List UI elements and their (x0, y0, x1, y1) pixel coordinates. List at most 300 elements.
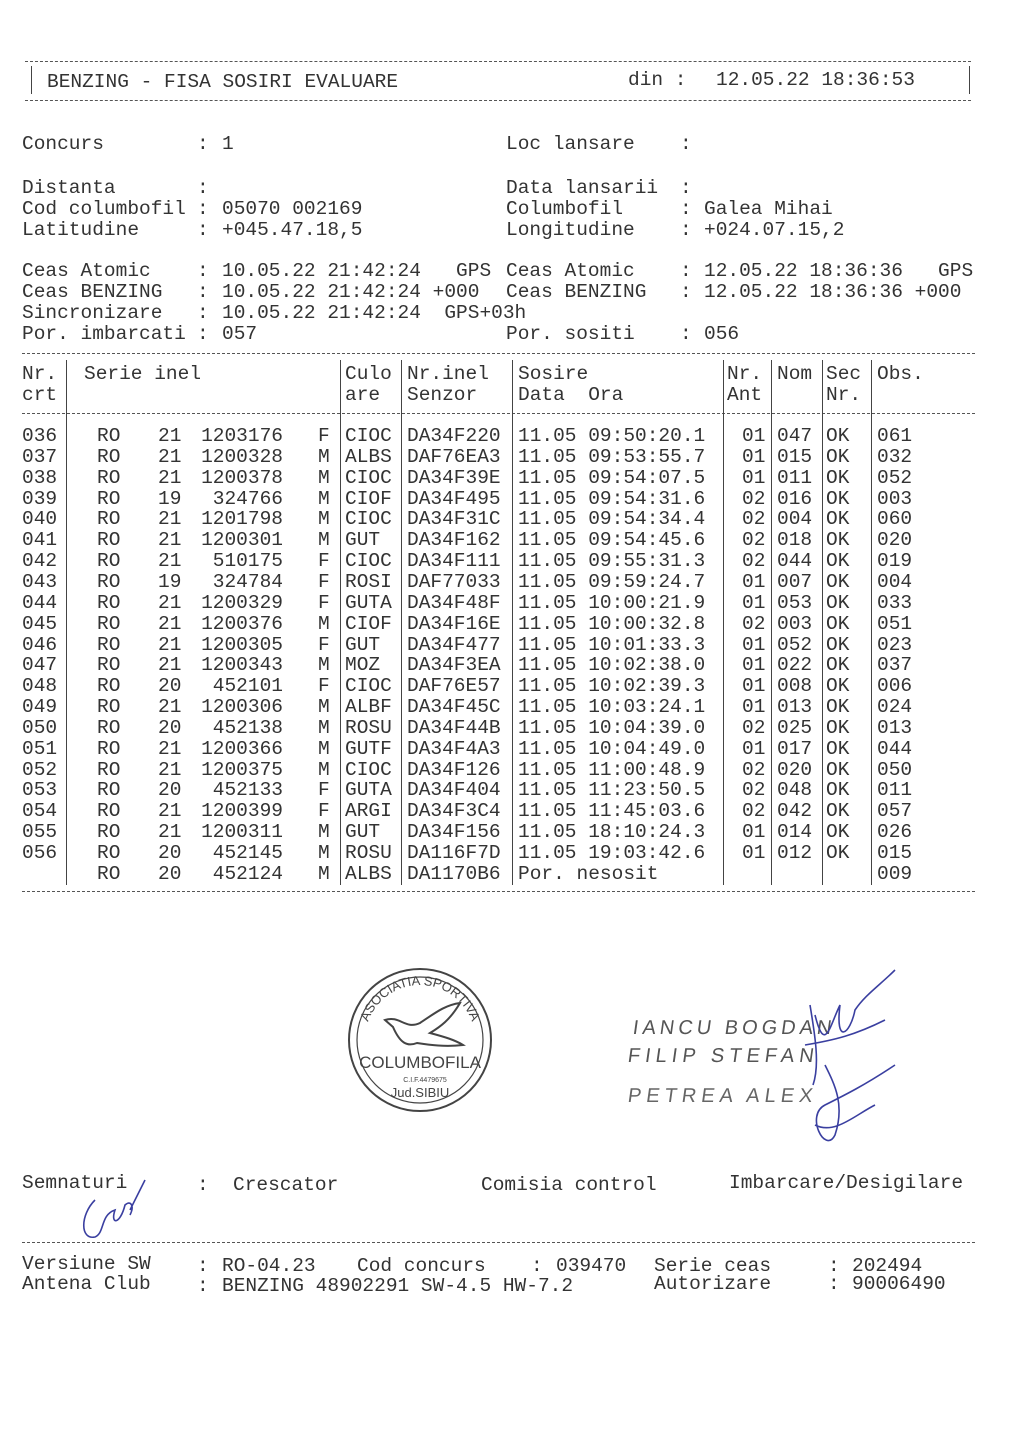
colon: : (680, 260, 692, 282)
cell-nr-crt: 050 (22, 716, 58, 739)
cell-nr-ant: 02 (742, 487, 766, 510)
cell-sex: M (318, 466, 330, 489)
cell-arrival: 11.05 11:00:48.9 (518, 758, 706, 781)
concurs-label: Concurs (22, 133, 104, 155)
cell-color: MOZ (345, 654, 381, 677)
cell-ring-number: 1200375 (201, 758, 283, 781)
cell-sex: F (318, 779, 330, 802)
cell-country: RO (97, 758, 121, 781)
cell-sensor-id: DA34F156 (407, 821, 501, 844)
colon: : (197, 323, 209, 345)
cell-sex: F (318, 570, 330, 593)
cell-nr-ant: 01 (742, 821, 766, 844)
cell-arrival: Por. nesosit (518, 862, 659, 885)
cell-arrival: 11.05 09:54:34.4 (518, 508, 706, 531)
cell-nom: 022 (777, 654, 813, 677)
breeder-signature (70, 1175, 150, 1245)
cell-nr-ant: 02 (742, 779, 766, 802)
cell-color: GUT (345, 821, 381, 844)
cell-country: RO (97, 779, 121, 802)
cell-obs: 060 (877, 508, 913, 531)
cell-country: RO (97, 633, 121, 656)
cell-arrival: 11.05 10:02:39.3 (518, 675, 706, 698)
cell-nr-ant: 01 (742, 842, 766, 864)
cell-year: 20 (158, 779, 182, 802)
cell-nr-crt: 042 (22, 550, 58, 573)
cell-ring-number: 452138 (212, 716, 283, 739)
cell-nr-crt: 038 (22, 466, 58, 489)
columbofil-value: Galea Mihai (704, 198, 833, 220)
header-bottom-border (25, 100, 971, 101)
colon: : (680, 281, 692, 303)
cell-nr-ant: 01 (742, 425, 766, 447)
header-sosire: Sosire (518, 363, 589, 385)
cell-sex: F (318, 591, 330, 614)
cell-sec-nr: OK (826, 529, 850, 552)
svg-text:C.I.F.4479675: C.I.F.4479675 (403, 1077, 447, 1084)
cell-sensor-id: DA34F126 (407, 758, 501, 781)
cell-sensor-id: DA34F162 (407, 529, 501, 552)
ceas-atomic-label: Ceas Atomic (22, 260, 151, 282)
cell-ring-number: 1200378 (201, 466, 283, 489)
cell-ring-number: 452124 (212, 862, 283, 885)
cell-sex: M (318, 862, 330, 885)
columbofil-label: Columbofil (506, 198, 624, 220)
cell-sensor-id: DA34F31C (407, 508, 501, 531)
cell-sex: M (318, 508, 330, 531)
cell-color: CIOF (345, 612, 392, 635)
cell-sensor-id: DA34F3C4 (407, 800, 501, 823)
cell-nom: 003 (777, 612, 813, 635)
cell-color: CIOC (345, 508, 392, 531)
cell-color: CIOC (345, 758, 392, 781)
cell-nom: 014 (777, 821, 813, 844)
cell-ring-number: 324766 (212, 487, 283, 510)
cell-country: RO (97, 591, 121, 614)
cell-country: RO (97, 800, 121, 823)
cell-sex: M (318, 696, 330, 719)
cell-country: RO (97, 716, 121, 739)
cell-nr-ant: 01 (742, 570, 766, 593)
serie-ceas-value: 202494 (852, 1255, 923, 1277)
cell-year: 19 (158, 487, 182, 510)
semnaturi-label: Semnaturi (22, 1172, 128, 1194)
cell-sec-nr: OK (826, 633, 850, 656)
cell-year: 21 (158, 612, 182, 635)
cell-ring-number: 1200366 (201, 737, 283, 760)
comisia-label: Comisia control (481, 1174, 657, 1196)
cell-sensor-id: DA34F16E (407, 612, 501, 635)
cell-nom: 008 (777, 675, 813, 698)
concurs-value: 1 (222, 133, 234, 155)
cell-obs: 061 (877, 425, 913, 447)
cell-color: ALBF (345, 696, 392, 719)
cell-ring-number: 1200301 (201, 529, 283, 552)
cell-sensor-id: DAF76E57 (407, 675, 501, 698)
cell-nr-ant: 02 (742, 529, 766, 552)
cell-obs: 037 (877, 654, 913, 677)
cell-sec-nr: OK (826, 425, 850, 447)
ceas-benzing-label-right: Ceas BENZING (506, 281, 647, 303)
cell-obs: 051 (877, 612, 913, 635)
cell-arrival: 11.05 09:55:31.3 (518, 550, 706, 573)
cell-year: 21 (158, 800, 182, 823)
cell-arrival: 11.05 19:03:42.6 (518, 842, 706, 864)
cell-color: GUTA (345, 591, 392, 614)
cell-country: RO (97, 737, 121, 760)
colon: : (197, 281, 209, 303)
cell-obs: 033 (877, 591, 913, 614)
cell-nr-ant: 01 (742, 466, 766, 489)
cell-color: CIOC (345, 675, 392, 698)
cell-color: GUT (345, 633, 381, 656)
cell-sex: M (318, 821, 330, 844)
cell-nr-ant: 02 (742, 612, 766, 635)
cell-nom: 048 (777, 779, 813, 802)
colon: : (197, 1275, 209, 1297)
cell-nr-crt: 053 (22, 779, 58, 802)
por-sositi-label: Por. sositi (506, 323, 635, 345)
cell-obs: 050 (877, 758, 913, 781)
cell-year: 20 (158, 675, 182, 698)
cell-sec-nr: OK (826, 487, 850, 510)
cell-color: ROSU (345, 716, 392, 739)
header-data-ora: Data Ora (518, 384, 624, 406)
cell-nr-crt: 052 (22, 758, 58, 781)
cell-obs: 004 (877, 570, 913, 593)
cell-sensor-id: DA34F3EA (407, 654, 501, 677)
table-top-rule (22, 353, 975, 354)
cell-sensor-id: DA116F7D (407, 842, 501, 864)
colon: : (197, 1255, 209, 1277)
cell-nom: 025 (777, 716, 813, 739)
cell-country: RO (97, 654, 121, 677)
cell-obs: 003 (877, 487, 913, 510)
cell-sec-nr: OK (826, 842, 850, 864)
cell-sex: M (318, 716, 330, 739)
cell-obs: 009 (877, 862, 913, 885)
cell-country: RO (97, 612, 121, 635)
longitudine-value: +024.07.15,2 (704, 219, 845, 241)
cell-color: CIOC (345, 425, 392, 447)
cell-nom: 018 (777, 529, 813, 552)
cell-color: GUTA (345, 779, 392, 802)
colon: : (828, 1255, 840, 1277)
cell-sec-nr: OK (826, 800, 850, 823)
cod-concurs-label: Cod concurs (357, 1255, 486, 1277)
header-ant: Ant (727, 384, 763, 406)
cell-sec-nr: OK (826, 570, 850, 593)
cell-sec-nr: OK (826, 779, 850, 802)
col-divider (401, 360, 402, 885)
cell-obs: 026 (877, 821, 913, 844)
commission-signature (795, 965, 905, 1160)
cell-color: GUT (345, 529, 381, 552)
cell-sec-nr: OK (826, 737, 850, 760)
cell-country: RO (97, 466, 121, 489)
cell-arrival: 11.05 09:50:20.1 (518, 425, 706, 447)
cell-arrival: 11.05 10:01:33.3 (518, 633, 706, 656)
svg-text:COLUMBOFILA: COLUMBOFILA (359, 1053, 481, 1072)
cell-ring-number: 1200328 (201, 445, 283, 468)
cell-sex: F (318, 800, 330, 823)
cell-year: 21 (158, 758, 182, 781)
cell-nom: 007 (777, 570, 813, 593)
versiune-label: Versiune SW (22, 1253, 151, 1275)
cell-color: ALBS (345, 445, 392, 468)
cell-arrival: 11.05 09:59:24.7 (518, 570, 706, 593)
cell-sensor-id: DA34F44B (407, 716, 501, 739)
cell-sensor-id: DA34F404 (407, 779, 501, 802)
cell-nr-ant: 01 (742, 445, 766, 468)
loc-lansare-label: Loc lansare (506, 133, 635, 155)
commission-name-1: IANCU BOGDAN (631, 1017, 838, 1039)
cell-year: 21 (158, 821, 182, 844)
cell-year: 21 (158, 550, 182, 573)
cell-sec-nr: OK (826, 654, 850, 677)
cell-country: RO (97, 862, 121, 885)
header-crt: crt (22, 384, 58, 406)
cell-arrival: 11.05 10:00:32.8 (518, 612, 706, 635)
cell-nr-ant: 01 (742, 675, 766, 698)
cell-nom: 044 (777, 550, 813, 573)
cell-ring-number: 1200305 (201, 633, 283, 656)
cell-nr-ant: 01 (742, 591, 766, 614)
cell-year: 21 (158, 591, 182, 614)
longitudine-label: Longitudine (506, 219, 635, 241)
cell-sensor-id: DA34F495 (407, 487, 501, 510)
cell-sex: F (318, 633, 330, 656)
cell-obs: 032 (877, 445, 913, 468)
por-sositi-value: 056 (704, 323, 740, 345)
cell-nom: 015 (777, 445, 813, 468)
cell-sec-nr: OK (826, 696, 850, 719)
cell-sensor-id: DA34F4A3 (407, 737, 501, 760)
cell-nr-crt: 055 (22, 821, 58, 844)
cell-sensor-id: DA34F39E (407, 466, 501, 489)
cell-color: GUTF (345, 737, 392, 760)
cell-arrival: 11.05 10:03:24.1 (518, 696, 706, 719)
cell-nr-crt: 036 (22, 425, 58, 447)
colon: : (197, 133, 209, 155)
ceas-benzing-right: 12.05.22 18:36:36 +000 (704, 281, 962, 303)
cell-nom: 012 (777, 842, 813, 864)
cell-ring-number: 1200343 (201, 654, 283, 677)
por-imbarcati-label: Por. imbarcati (22, 323, 186, 345)
cell-obs: 019 (877, 550, 913, 573)
sincronizare-value: 10.05.22 21:42:24 GPS+03h (222, 302, 527, 324)
cell-arrival: 11.05 11:45:03.6 (518, 800, 706, 823)
cell-color: CIOC (345, 466, 392, 489)
cod-columbofil-label: Cod columbofil (22, 198, 186, 220)
colon: : (680, 219, 692, 241)
cell-ring-number: 452101 (212, 675, 283, 698)
cod-columbofil-value: 05070 002169 (222, 198, 363, 220)
cell-year: 20 (158, 862, 182, 885)
cell-ring-number: 324784 (212, 570, 283, 593)
cell-year: 21 (158, 425, 182, 447)
cell-sex: M (318, 445, 330, 468)
cell-sex: M (318, 758, 330, 781)
autorizare-value: 90006490 (852, 1273, 946, 1295)
colon: : (680, 198, 692, 220)
cell-sec-nr: OK (826, 675, 850, 698)
cell-sensor-id: DA1170B6 (407, 862, 501, 885)
col-divider (771, 360, 772, 885)
colon: : (680, 133, 692, 155)
cell-year: 21 (158, 508, 182, 531)
cell-country: RO (97, 487, 121, 510)
cell-nom: 016 (777, 487, 813, 510)
cell-ring-number: 1201798 (201, 508, 283, 531)
header-nr: Nr. (22, 363, 58, 385)
cell-ring-number: 452133 (212, 779, 283, 802)
versiune-value: RO-04.23 (222, 1255, 316, 1277)
cell-nom: 052 (777, 633, 813, 656)
serie-ceas-label: Serie ceas (654, 1255, 772, 1277)
cell-sec-nr: OK (826, 716, 850, 739)
cell-sensor-id: DA34F48F (407, 591, 501, 614)
header-are: are (345, 384, 381, 406)
cell-nr-crt: 048 (22, 675, 58, 698)
cell-obs: 013 (877, 716, 913, 739)
header-nr-ant: Nr. (727, 363, 763, 385)
cod-concurs-value: 039470 (556, 1255, 627, 1277)
footer-rule (22, 1242, 975, 1243)
por-imbarcati-value: 057 (222, 323, 258, 345)
colon: : (197, 219, 209, 241)
cell-arrival: 11.05 10:04:39.0 (518, 716, 706, 739)
cell-arrival: 11.05 11:23:50.5 (518, 779, 706, 802)
cell-nr-crt: 046 (22, 633, 58, 656)
cell-nr-crt: 051 (22, 737, 58, 760)
header-serie-inel: Serie inel (84, 363, 202, 385)
header-obs: Obs. (877, 363, 924, 385)
cell-nr-ant: 02 (742, 550, 766, 573)
cell-ring-number: 510175 (212, 550, 283, 573)
sincronizare-label: Sincronizare (22, 302, 163, 324)
ceas-benzing-left: 10.05.22 21:42:24 +000 (222, 281, 480, 303)
cell-sec-nr: OK (826, 445, 850, 468)
cell-nom: 047 (777, 425, 813, 447)
cell-nr-ant: 01 (742, 633, 766, 656)
dove-icon (385, 1003, 463, 1046)
colon: : (197, 198, 209, 220)
cell-year: 20 (158, 842, 182, 864)
cell-sex: F (318, 675, 330, 698)
ceas-atomic-right: 12.05.22 18:36:36 GPS (704, 260, 974, 282)
cell-nr-crt: 040 (22, 508, 58, 531)
cell-nom: 053 (777, 591, 813, 614)
cell-sec-nr: OK (826, 821, 850, 844)
colon: : (197, 177, 209, 199)
latitudine-value: +045.47.18,5 (222, 219, 363, 241)
cell-sec-nr: OK (826, 550, 850, 573)
cell-sensor-id: DA34F111 (407, 550, 501, 573)
cell-nr-crt: 049 (22, 696, 58, 719)
cell-obs: 057 (877, 800, 913, 823)
cell-sensor-id: DAF76EA3 (407, 445, 501, 468)
cell-country: RO (97, 425, 121, 447)
cell-arrival: 11.05 10:02:38.0 (518, 654, 706, 677)
header-left-border (31, 66, 32, 94)
cell-nr-crt: 043 (22, 570, 58, 593)
header-right-border (969, 66, 970, 94)
cell-ring-number: 452145 (212, 842, 283, 864)
cell-arrival: 11.05 09:54:31.6 (518, 487, 706, 510)
cell-nr-crt: 045 (22, 612, 58, 635)
cell-nr-crt: 054 (22, 800, 58, 823)
cell-nr-crt: 037 (22, 445, 58, 468)
autorizare-label: Autorizare (654, 1273, 772, 1295)
cell-obs: 006 (877, 675, 913, 698)
cell-country: RO (97, 842, 121, 864)
colon: : (828, 1273, 840, 1295)
col-divider (723, 360, 724, 885)
din-label: din : (628, 69, 687, 91)
table-header-rule (22, 413, 975, 414)
cell-arrival: 11.05 18:10:24.3 (518, 821, 706, 844)
header-top-border (25, 61, 971, 62)
cell-nr-crt: 056 (22, 842, 58, 864)
cell-nom: 004 (777, 508, 813, 531)
cell-nom: 020 (777, 758, 813, 781)
cell-sensor-id: DAF77033 (407, 570, 501, 593)
cell-year: 19 (158, 570, 182, 593)
cell-ring-number: 1200311 (201, 821, 283, 844)
cell-ring-number: 1200329 (201, 591, 283, 614)
colon: : (531, 1255, 543, 1277)
header-sec-nr: Nr. (826, 384, 862, 406)
colon: : (680, 177, 692, 199)
cell-sex: M (318, 654, 330, 677)
col-divider (512, 360, 513, 885)
cell-sex: M (318, 842, 330, 864)
cell-color: CIOC (345, 550, 392, 573)
cell-country: RO (97, 696, 121, 719)
cell-country: RO (97, 529, 121, 552)
cell-sex: M (318, 737, 330, 760)
antena-label: Antena Club (22, 1273, 151, 1295)
col-divider (66, 360, 67, 885)
cell-year: 21 (158, 445, 182, 468)
cell-ring-number: 1203176 (201, 425, 283, 447)
commission-name-2: FILIP STEFAN (626, 1045, 821, 1067)
cell-sensor-id: DA34F45C (407, 696, 501, 719)
cell-sec-nr: OK (826, 591, 850, 614)
cell-sex: F (318, 425, 330, 447)
cell-sensor-id: DA34F220 (407, 425, 501, 447)
cell-year: 21 (158, 737, 182, 760)
cell-sec-nr: OK (826, 612, 850, 635)
table-bottom-rule (22, 891, 975, 892)
cell-obs: 052 (877, 466, 913, 489)
header-culo: Culo (345, 363, 392, 385)
cell-nr-ant: 02 (742, 800, 766, 823)
cell-nom: 013 (777, 696, 813, 719)
cell-year: 21 (158, 529, 182, 552)
cell-ring-number: 1200399 (201, 800, 283, 823)
ceas-atomic-left: 10.05.22 21:42:24 GPS (222, 260, 492, 282)
cell-arrival: 11.05 09:54:45.6 (518, 529, 706, 552)
colon: : (680, 323, 692, 345)
cell-sec-nr: OK (826, 466, 850, 489)
cell-country: RO (97, 445, 121, 468)
cell-year: 21 (158, 466, 182, 489)
cell-year: 21 (158, 696, 182, 719)
cell-obs: 015 (877, 842, 913, 864)
cell-country: RO (97, 508, 121, 531)
